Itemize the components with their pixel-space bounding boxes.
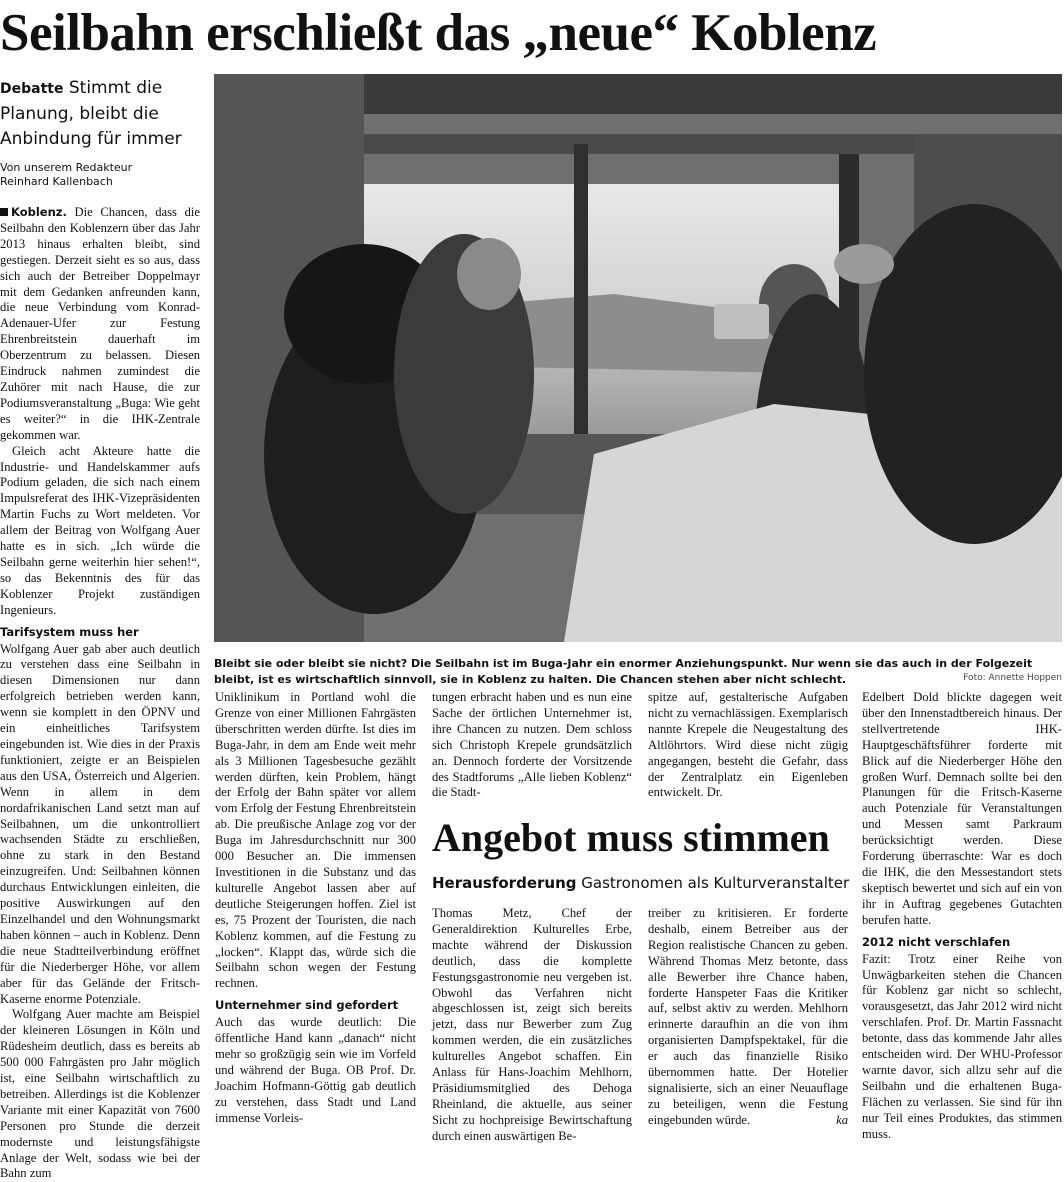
teaser [0, 76, 210, 152]
subheading: Tarifsystem muss her [0, 624, 139, 639]
article-paragraph: spitze auf, gestalterische Aufgaben nicht zu vernachlässigen. Exemplarisch nannte Krepele die Neugestaltung des Altlöhrtors. Wird diese nicht zügig angegangen, besteht die Gefahr, dass der Zentralplatz ein Eigenleben entwickelt. Dr. [648, 690, 848, 800]
kicker-label: Herausforderung [432, 874, 577, 892]
photo-credit: Foto: Annette Hoppen [963, 673, 1062, 683]
cable-car-photo [214, 74, 1062, 642]
article-paragraph: Uniklinikum in Portland wohl die Grenze von einer Millionen Fahrgästen überschritten werden dürfte. Ist dies im Buga-Jahr, in dem am Ende weit mehr als 3 Millionen Tagesbesuche gezählt werden dürften, kein Problem, hängt der Erfolg der Bahn später vor allem vom Erfolg der Festung Ehrenbreitstein ab. Die preußische Anlage zog vor der Buga im Jahresdurchschnitt nur 300 000 Besucher an. Die immensen Investitionen in die Substanz und das kulturelle Angebot lassen aber auf deutliche Steigerungen hoffen. Ziel ist es, 75 Prozent der Touristen, die nach Koblenz kommen, auf die Festung zu „locken“. Klappt das, würde sich die Seilbahn schon wegen der Festung rechnen. [215, 690, 416, 991]
article-paragraph [648, 906, 848, 1129]
article-paragraph [0, 205, 200, 444]
article-paragraph: Auch das wurde deutlich: Die öffentliche Hand kann „danach“ nicht mehr so großzügig sein wie im Vorfeld und während der Buga. OB Prof. Dr. Joachim Hofmann-Göttig gab deutlich zu verstehen, dass Stadt und Land immense Vorleis- [215, 1015, 416, 1125]
paragraph-text: treiber zu kritisieren. Er forderte deshalb, einem Betreiber aus der Region realistische Chancen zu geben. Während Thomas Metz betonte, dass alle Bewerber ihre Chance haben, forderte Hanspeter Faas die Kritiker auf, selbst aktiv zu werden. Mehlhorn erinnerte daraufhin an die von ihm organisierten Dampfspektakel, für die er auch das finanzielle Risiko übernommen hatte. Der Hotelier signalisierte, sich an einer Neuauflage zu beteiligen, wenn die Festung eingebunden würde. [648, 906, 848, 1127]
teaser-label: Debatte [0, 81, 64, 97]
article-column-5 [862, 690, 1062, 1142]
article-paragraph: Thomas Metz, Chef der Generaldirektion Kulturelles Erbe, machte während der Diskussion deutlich, dass die komplette Festungsgastronomie neu vergeben ist. Obwohl das Verfahren nicht abgeschlossen ist, zeigt sich bereits jetzt, dass nur Bewerber zum Zug kommen werden, die ein zusätzliches kulturelles Angebot schaffen. Ein Anlass für Hans-Joachim Mehlhorn, Präsidiumsmitglied des Dehoga Rheinland, die aktuelle, aus seiner Sicht zu hochpreisige Bewirtschaftung durch einen auswärtigen Be- [432, 906, 632, 1143]
article-paragraph: Wolfgang Auer machte am Beispiel der kleineren Lösungen in Köln und Rüdesheim deutlich, dass es bereits ab 500 000 Fahrgästen pro Jahr möglich ist, eine Seilbahn wirtschaftlich zu betreiben. Allerdings ist die Koblenzer Variante mit einer Kapazität von 7600 Personen pro Stunde die derzeit modernste und leistungsfähigste Anlage der Welt, sodass wie bei der Bahn zum [0, 1007, 200, 1181]
article-paragraph: tungen erbracht haben und es nun eine Sache der örtlichen Unternehmer ist, ihre Chancen zu nutzen. Dem schloss sich Christoph Krepele grundsätzlich an. Dennoch forderte der Vorsitzende des Stadtforums „Alle lieben Koblenz“ die Stadt- [432, 690, 632, 800]
photo-caption [214, 656, 1062, 688]
byline-line2: Reinhard Kallenbach [0, 175, 113, 188]
article-column-2 [215, 690, 416, 1127]
kicker-text: Gastronomen als Kulturveranstalter [581, 874, 850, 892]
article-paragraph: Gleich acht Akteure hatte die Industrie- und Handelskammer aufs Podium geladen, die sich nach einem Impulsreferat des IHK-Vizepräsidenten Martin Fuchs zu Wort meldeten. Vor allem der Beitrag von Wolfgang Auer hatte es in sich. „Ich würde die Seilbahn gerne weiterhin hier sehen!“, so das Bekenntnis des für das Koblenzer Projekt zuständigen Ingenieurs. [0, 443, 200, 617]
subheading: 2012 nicht verschlafen [862, 934, 1011, 949]
bullet-square-icon [0, 208, 8, 216]
teaser-text: Stimmt die Planung, bleibt die Anbindung für immer [0, 78, 182, 149]
article-column-1 [0, 205, 200, 1182]
article-column-4-top [648, 690, 848, 801]
caption-text: Bleibt sie oder bleibt sie nicht? Die Seilbahn ist im Buga-Jahr ein enormer Anziehungspunkt. Nur wenn sie das auch in der Folgezeit bleibt, ist es wirtschaftlich sinnvoll, sie in Koblenz zu halten. Die Chancen stehen aber nicht schlecht. [214, 657, 1033, 686]
article-paragraph: Wolfgang Auer gab aber auch deutlich zu verstehen dass eine Seilbahn in diesen Dimensionen nur dann erfolgreich betrieben werden kann, wenn sie komplett in den ÖPNV und ein einheitliches Tarifsystem eingebunden ist. Wie dies in der Praxis funktioniert, zeigte er an Beispielen aus den USA, Österreich und Algerien. Wenn in allem in dem nordafrikanischen Land setzt man auf Seilbahnen, um die unkontrolliert wachsenden Städte zu erschließen, ohne zu stark in den Bestand einzugreifen. Und: Seilbahnen können durchaus Entwicklungen einleiten, die positive Auswirkungen auf den Einzelhandel und den Wohnungsmarkt haben können – auch in Koblenz. Denn die neue Stadtteilverbindung eröffnet für die Niederberger Höhe, vor allem aber für das Gelände der Fritsch-Kaserne enorme Potenziale. [0, 641, 200, 1006]
article2-headline: Angebot muss stimmen [432, 815, 830, 860]
article-photo [214, 74, 1062, 642]
article-column-3-top [432, 690, 632, 801]
article-paragraph: Fazit: Trotz einer Reihe von Unwägbarkeiten stehen die Chancen für Koblenz gar nicht so schlecht, vorausgesetzt, das Jahr 2012 wird nicht verschlafen. Prof. Dr. Martin Fassnacht betonte, dass das kommende Jahr alles entscheiden wird. Der WHU-Professor warnte davor, sich allzu sehr auf die Seilbahn und die erhaltenen Buga-Flächen zu verlassen. Sie sind für ihn nur Teil eines Produktes, das stimmen muss. [862, 951, 1062, 1141]
article2-kicker [432, 873, 862, 893]
byline [0, 161, 210, 189]
article-paragraph: Edelbert Dold blickte dagegen weit über den Innenstadtbereich hinaus. Der stellvertretende IHK-Hauptgeschäftsführer forderte mit Blick auf die Niederberger Höhe den großen Wurf. Demnach sollte bei den Planungen für die Fritsch-Kaserne auch Potenziale für Veranstaltungen und Messen samt Parkraum berücksichtigt werden. Diese Forderung überraschte: War es doch die IHK, die den Messestandort stets skeptisch bewertet und sich auf ein von ihr in Auftrag gegebenes Gutachten berufen hatte. [862, 690, 1062, 927]
paragraph-text: Die Chancen, dass die Seilbahn den Koblenzern über das Jahr 2013 hinaus erhalten bleibt, sind gestiegen. Derzeit sieht es so aus, dass sich auch der Betreiber Doppelmayr mit dem Gedanken anfreunden kann, die neue Verbindung vom Konrad-Adenauer-Ufer zur Festung Ehrenbreitstein dauerhaft im Oberzentrum zu belassen. Diesen Eindruck nahmen zumindest die Zuhörer mit nach Hause, die zur Podiumsveranstaltung „Buga: Wie geht es weiter?“ in die IHK-Zentrale gekommen war. [0, 205, 200, 442]
article2-column-2 [648, 906, 848, 1129]
dateline: Koblenz. [11, 205, 67, 219]
article2-column-1 [432, 906, 632, 1145]
author-signoff: ka [836, 1112, 848, 1127]
page-headline: Seilbahn erschließt das „neue“ Koblenz [0, 4, 877, 62]
subheading: Unternehmer sind gefordert [215, 998, 399, 1013]
byline-line1: Von unserem Redakteur [0, 161, 133, 174]
